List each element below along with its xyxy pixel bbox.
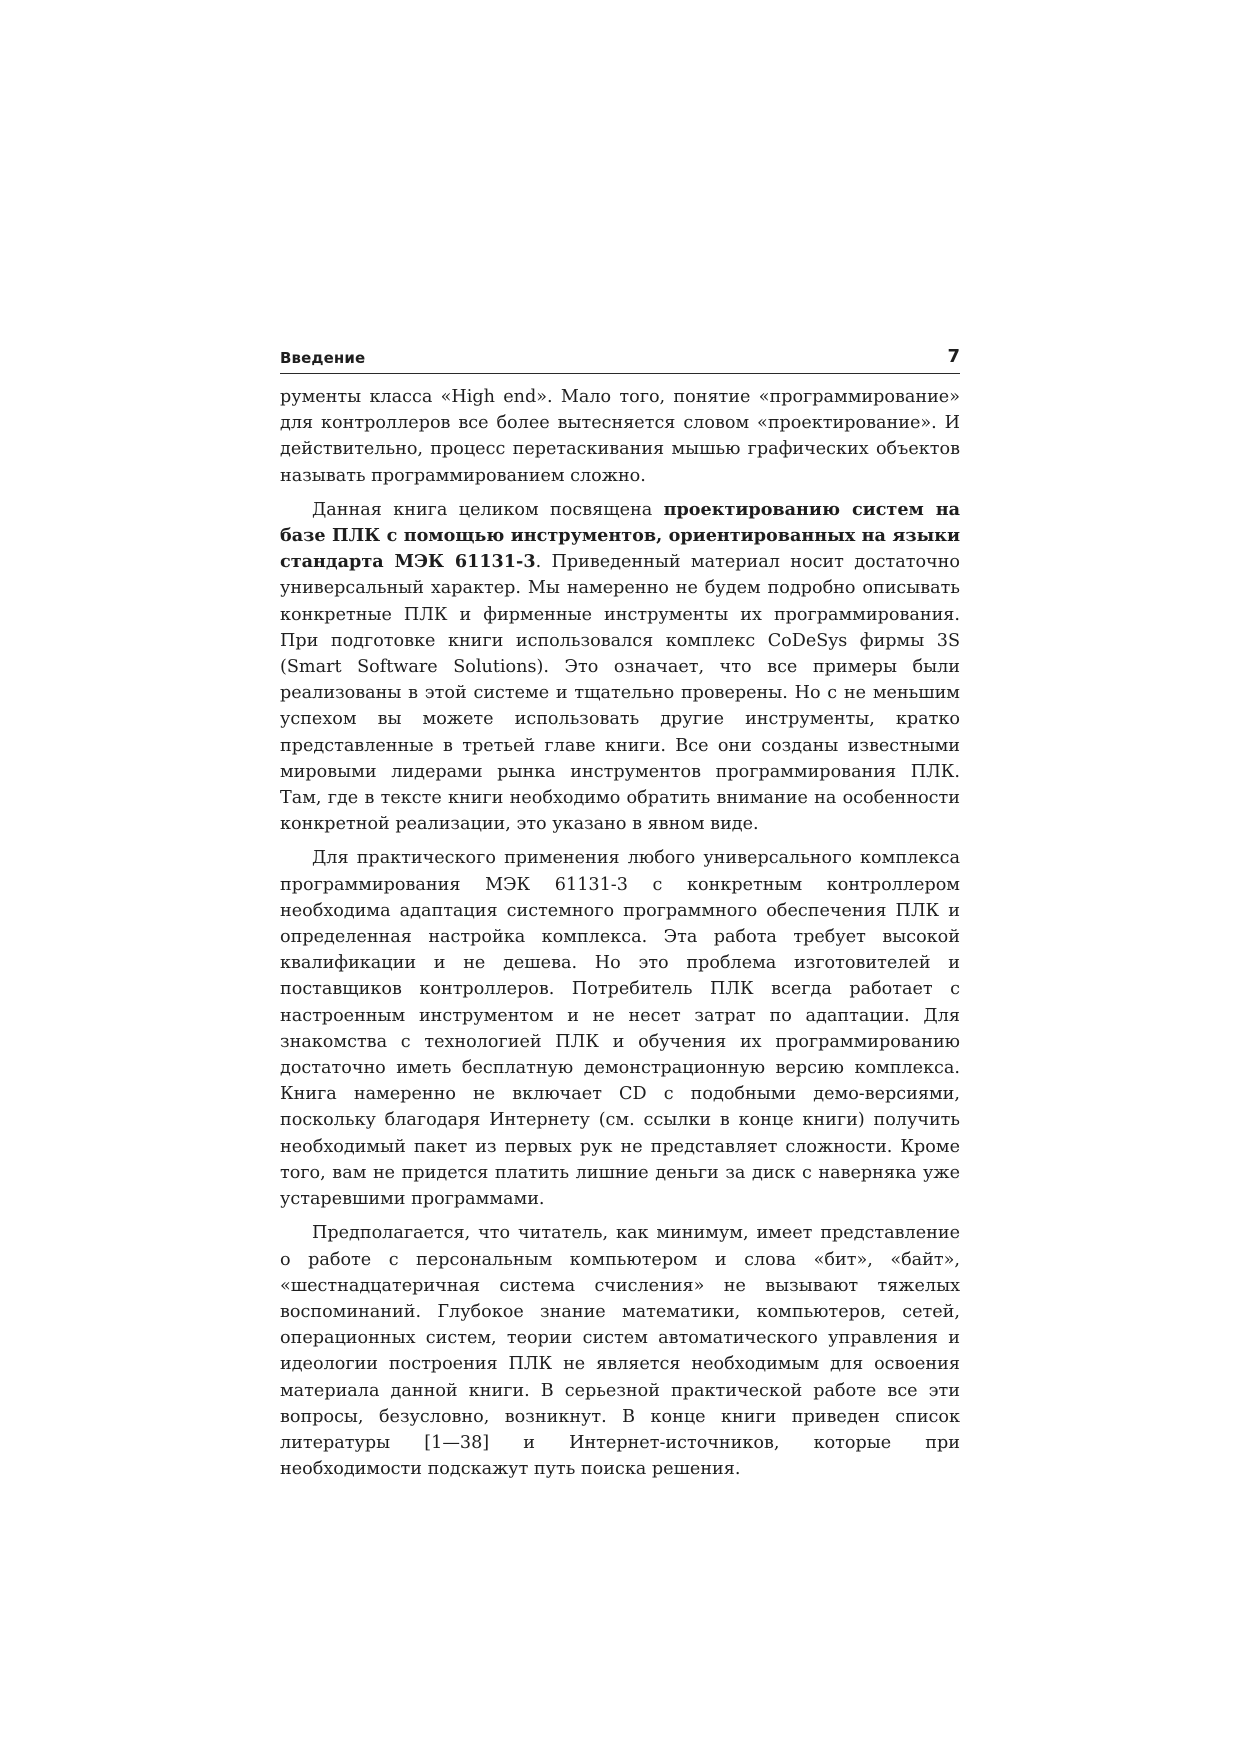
paragraph — [280, 1220, 960, 1482]
page-number: 7 — [947, 346, 960, 367]
paragraph-text: Предполагается, что читатель, как минимум, имеет представление о работе с персональным компьютером и слова «бит», «байт», «шестнадцатеричная система счисления» не вызывают тяжелых воспоминаний. Глубокое знание математики, компьютеров, сетей, операционных систем, теории систем автоматического управления и идеологии построения ПЛК не является необходимым для освоения материала данной книги. В серьезной практической работе все эти вопросы, безусловно, возникнут. В конце книги приведен список литературы [1—38] и Интернет-источников, которые при необходимости подскажут путь поиска решения. — [280, 1223, 960, 1480]
paragraph — [280, 384, 960, 489]
paragraph-text: Данная книга целиком посвящена — [312, 499, 664, 520]
paragraph — [280, 845, 960, 1212]
chapter-title: Введение — [280, 349, 366, 367]
emphasized-text: проектированию систем на базе ПЛК с помощью инструментов, ориентированных на языки стандарта МЭК 61131-3 — [280, 498, 960, 573]
paragraph — [280, 497, 960, 838]
paragraph-text: Для практического применения любого универсального комплекса программирования МЭК 61131-3 с конкретным контроллером необходима адаптация системного программного обеспечения ПЛК и определенная настройка комплекса. Эта работа требует высокой квалификации и не дешева. Но это проблема изготовителей и поставщиков контроллеров. Потребитель ПЛК всегда работает с настроенным инструментом и не несет затрат по адаптации. Для знакомства с технологией ПЛК и обучения их программированию достаточно иметь бесплатную демонстрационную версию комплекса. Книга намеренно не включает CD с подобными демо-версиями, поскольку благодаря Интернету (см. ссылки в конце книги) получить необходимый пакет из первых рук не представляет сложности. Кроме того, вам не придется платить лишние деньги за диск с наверняка уже устаревшими программами. — [280, 848, 960, 1210]
body-text — [280, 384, 960, 1490]
paragraph-text: рументы класса «High end». Мало того, понятие «программирование» для контроллеров все более вытесняется словом «проектирование». И действительно, процесс перетаскивания мышью графических объектов называть программированием сложно. — [280, 387, 960, 486]
running-header — [280, 340, 960, 374]
paragraph-text: . Приведенный материал носит достаточно универсальный характер. Мы намеренно не будем подробно описывать конкретные ПЛК и фирменные инструменты их программирования. При подготовке книги использовался комплекс CoDeSys фирмы 3S (Smart Software Solutions). Это означает, что все примеры были реализованы в этой системе и тщательно проверены. Но с не меньшим успехом вы можете использовать другие инструменты, кратко представленные в третьей главе книги. Все они созданы известными мировыми лидерами рынка инструментов программирования ПЛК. Там, где в тексте книги необходимо обратить внимание на особенности конкретной реализации, это указано в явном виде. — [280, 552, 960, 835]
